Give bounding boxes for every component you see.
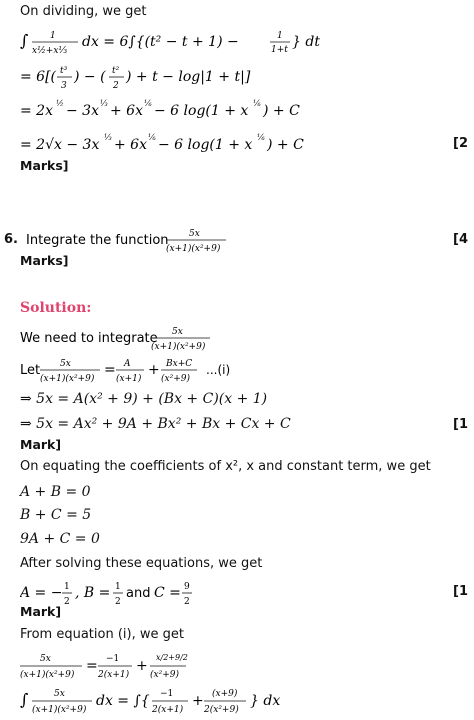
svg-text:2: 2 xyxy=(184,597,190,607)
svg-text:⅓: ⅓ xyxy=(104,133,112,142)
svg-text:− 6 log(1 + x: − 6 log(1 + x xyxy=(154,103,249,119)
svg-text:dx = ∫{: dx = ∫{ xyxy=(96,693,150,709)
svg-text:⅙: ⅙ xyxy=(257,133,265,142)
equation-3-render xyxy=(20,97,380,123)
svg-text:Let: Let xyxy=(20,363,41,378)
svg-text:(x+1): (x+1) xyxy=(116,374,142,384)
svg-text:=: = xyxy=(86,658,98,674)
svg-text:(x+1)(x²+9): (x+1)(x²+9) xyxy=(151,342,206,352)
equation-line-2 xyxy=(20,62,340,96)
marks-bracket-1b: [1 xyxy=(453,584,468,599)
svg-text:Integrate the function: Integrate the function xyxy=(26,233,169,248)
svg-text:1: 1 xyxy=(50,31,56,41)
svg-text:2(x²+9): 2(x²+9) xyxy=(204,705,239,715)
svg-text:A = −: A = − xyxy=(20,585,63,601)
equation-9a-plus-c: 9A + C = 0 xyxy=(20,531,100,547)
marks-bracket-4: [4 xyxy=(453,232,468,247)
svg-text:− 6 log(1 + x: − 6 log(1 + x xyxy=(158,137,253,153)
svg-text:+: + xyxy=(148,362,160,378)
svg-text:(x²+9): (x²+9) xyxy=(150,670,179,680)
question-render xyxy=(26,226,266,254)
svg-text:½: ½ xyxy=(56,99,64,108)
svg-text:⅙: ⅙ xyxy=(148,133,156,142)
svg-text:∫: ∫ xyxy=(20,31,29,50)
equation-2-render xyxy=(20,62,340,92)
svg-text:3: 3 xyxy=(61,81,67,91)
svg-text:dx = 6∫{(t² − t + 1) −: dx = 6∫{(t² − t + 1) − xyxy=(82,34,239,50)
svg-text:+: + xyxy=(136,658,148,674)
svg-text:⅓: ⅓ xyxy=(100,99,108,108)
after-solving-text: After solving these equations, we get xyxy=(20,556,263,571)
svg-text:(x+1)(x²+9): (x+1)(x²+9) xyxy=(40,374,95,384)
svg-text:2: 2 xyxy=(113,81,119,91)
equation-4-render xyxy=(20,131,380,157)
svg-text:t²: t² xyxy=(112,66,120,76)
svg-text:Bx+C: Bx+C xyxy=(166,359,193,369)
svg-text:⅙: ⅙ xyxy=(253,99,261,108)
svg-text:x/2+9/2: x/2+9/2 xyxy=(156,653,188,662)
equation-line-3 xyxy=(20,97,380,127)
mark-label-a: Mark] xyxy=(20,437,62,452)
svg-text:) + C: ) + C xyxy=(267,137,304,153)
svg-text:= 2√x − 3x: = 2√x − 3x xyxy=(20,137,100,153)
from-equation-text: From equation (i), we get xyxy=(20,627,184,642)
need-to-integrate xyxy=(20,324,260,356)
svg-text:− 3x: − 3x xyxy=(66,103,99,119)
svg-text:2: 2 xyxy=(115,597,121,607)
svg-text:C =: C = xyxy=(154,585,181,601)
svg-text:+ 6x: + 6x xyxy=(110,103,143,119)
svg-text:) + C: ) + C xyxy=(263,103,300,119)
svg-text:, B =: , B = xyxy=(75,585,111,601)
svg-text:5x: 5x xyxy=(60,359,71,369)
mark-label-b: Mark] xyxy=(20,604,62,619)
svg-text:2(x+1): 2(x+1) xyxy=(152,705,184,715)
let-render xyxy=(20,356,320,384)
svg-text:x½+x⅓: x½+x⅓ xyxy=(32,46,68,56)
svg-text:−1: −1 xyxy=(160,689,174,699)
svg-text:−1: −1 xyxy=(106,654,120,664)
svg-text:2(x+1): 2(x+1) xyxy=(98,670,130,680)
svg-text:and: and xyxy=(126,586,151,601)
svg-text:5x: 5x xyxy=(189,229,200,239)
svg-text:9: 9 xyxy=(184,582,190,592)
svg-text:...(i): ...(i) xyxy=(206,363,231,377)
svg-text:⅙: ⅙ xyxy=(144,99,152,108)
svg-text:) + t − log|1 + t|]: ) + t − log|1 + t|] xyxy=(126,69,251,85)
question-number: 6. xyxy=(4,232,18,247)
final-1-render xyxy=(20,650,280,682)
final-2-render xyxy=(20,686,320,716)
equation-1-render xyxy=(20,26,340,56)
marks-bracket-2: [2 xyxy=(453,136,468,151)
equation-line-4 xyxy=(20,131,380,161)
svg-text:(x+1)(x²+9): (x+1)(x²+9) xyxy=(32,705,87,715)
svg-text:(x+1)(x²+9): (x+1)(x²+9) xyxy=(20,670,75,680)
svg-text:} dt: } dt xyxy=(292,34,320,50)
equating-text: On equating the coefficients of x², x and constant term, we get xyxy=(20,459,431,474)
marks-bracket-1a: [1 xyxy=(453,417,468,432)
implies-line-1: ⇒ 5x = A(x² + 9) + (Bx + C)(x + 1) xyxy=(20,391,268,407)
svg-text:5x: 5x xyxy=(172,327,183,337)
svg-text:=: = xyxy=(104,362,116,378)
svg-text:+ 6x: + 6x xyxy=(114,137,147,153)
marks-label: Marks] xyxy=(20,158,69,173)
svg-text:(x²+9): (x²+9) xyxy=(161,374,190,384)
svg-text:5x: 5x xyxy=(54,689,65,699)
svg-text:+: + xyxy=(192,693,204,709)
svg-text:A: A xyxy=(124,359,131,369)
svg-text:∫: ∫ xyxy=(20,690,29,709)
solution-heading: Solution: xyxy=(20,300,92,316)
svg-text:We need to integrate: We need to integrate xyxy=(20,331,158,346)
svg-text:1: 1 xyxy=(64,582,70,592)
svg-text:= 2x: = 2x xyxy=(20,103,53,119)
implies-line-2: ⇒ 5x = Ax² + 9A + Bx² + Bx + Cx + C xyxy=(20,416,291,432)
let-equation xyxy=(20,356,320,388)
final-equation-1 xyxy=(20,650,280,686)
intro-text: On dividing, we get xyxy=(20,4,147,19)
svg-text:1+t: 1+t xyxy=(271,45,288,55)
svg-text:5x: 5x xyxy=(40,654,51,664)
svg-text:} dx: } dx xyxy=(250,693,281,709)
equation-b-plus-c: B + C = 5 xyxy=(20,507,92,523)
final-equation-2 xyxy=(20,686,320,720)
svg-text:(x+1)(x²+9): (x+1)(x²+9) xyxy=(166,244,221,254)
equation-line-1 xyxy=(20,26,340,60)
question-marks-label: Marks] xyxy=(20,253,69,268)
svg-text:t³: t³ xyxy=(60,66,68,76)
svg-text:) − (: ) − ( xyxy=(74,69,106,85)
svg-text:2: 2 xyxy=(64,597,70,607)
svg-text:= 6[(: = 6[( xyxy=(20,69,57,85)
svg-text:(x+9): (x+9) xyxy=(212,689,238,699)
svg-text:1: 1 xyxy=(115,582,121,592)
equation-a-plus-b: A + B = 0 xyxy=(20,484,91,500)
svg-text:1: 1 xyxy=(277,31,283,41)
need-render xyxy=(20,324,260,352)
